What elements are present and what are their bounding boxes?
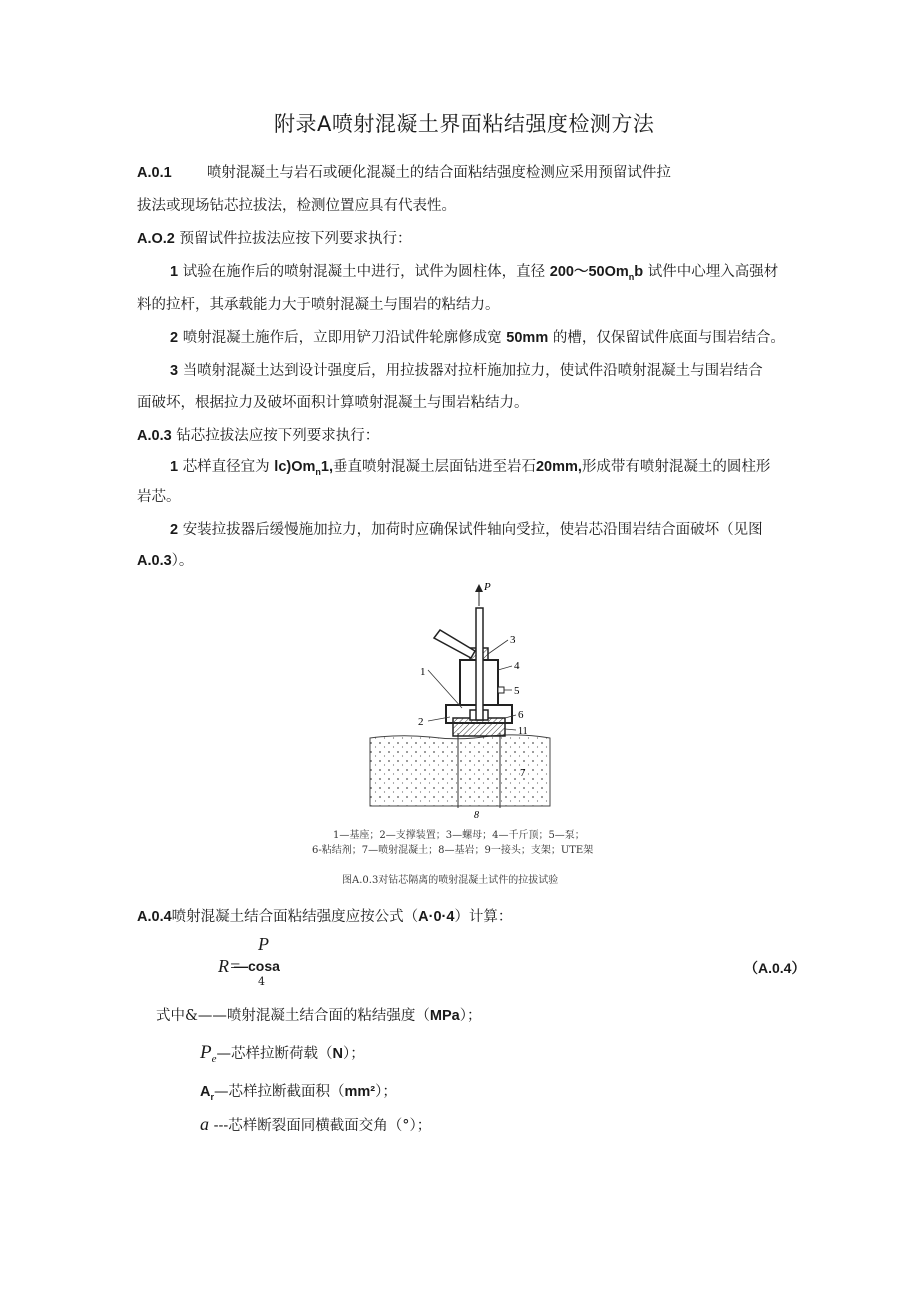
a03-item2-line1: [170, 518, 763, 539]
where-text: —芯样拉断截面积（: [214, 1084, 345, 1100]
item-value: 200〜50Om: [549, 264, 629, 280]
section-text: ）计算：: [454, 909, 513, 925]
where-text: ）；: [342, 1046, 365, 1062]
item-number: 1: [170, 264, 179, 280]
formula-denominator: 4: [258, 975, 265, 988]
item-text: ）。: [171, 553, 194, 569]
where-a: [200, 1080, 397, 1102]
symbol-sub: e: [211, 1052, 217, 1065]
item-text: 试验在施作后的喷射混凝土中进行，试件为圆柱体，直径: [182, 264, 546, 280]
where-text: ）；: [375, 1084, 397, 1100]
label-4: 4: [514, 660, 520, 672]
figure-legend-line2: 6-粘结剂；7—喷射混凝土；8—基岩；9一接头；支架；UTE架: [312, 845, 594, 856]
label-11: 11: [518, 726, 528, 737]
a03-item1-line2: 岩芯。: [137, 489, 181, 505]
section-text: 喷射混凝土与岩石或硬化混凝土的结合面粘结强度检测应采用预留试件拉: [206, 165, 671, 181]
section-text: 钻芯拉拔法应按下列要求执行：: [176, 428, 380, 444]
label-6: 6: [518, 709, 524, 721]
item-text: 喷射混凝土施作后，立即用铲刀沿试件轮廓修成宽: [182, 330, 502, 346]
label-3: 3: [510, 634, 516, 646]
section-label: A.0.3: [137, 428, 172, 444]
equation-number: （A.0.4）: [744, 960, 806, 976]
section-a03-heading: [137, 424, 379, 445]
section-a04-heading: [137, 905, 512, 926]
item-sub: n: [628, 271, 635, 282]
pull-out-test-figure: [360, 578, 560, 823]
section-label: A.0.1: [137, 165, 172, 181]
unit: mm²: [344, 1084, 376, 1100]
figure-caption: 图A.0.3对钻芯隔离的喷射混凝土试件的拉拔试验: [342, 875, 559, 886]
where-intro: [156, 1004, 481, 1025]
section-a02-heading: [137, 227, 411, 248]
where-text: 式中&——喷射混凝土结合面的粘结强度（: [156, 1008, 430, 1024]
figure-legend-line1: 1—基座；2—支撑装置；3—螺母；4—千斤顶；5—泵；: [333, 830, 585, 841]
item-text: 当喷射混凝土达到设计强度后，用拉拔器对拉杆施加拉力，使试件沿喷射混凝土与围岩结合: [182, 363, 763, 379]
symbol-sub: r: [210, 1091, 214, 1102]
a03-item1-line1: [170, 455, 770, 477]
unit: N: [332, 1046, 343, 1062]
formula-lhs: R=: [218, 956, 242, 976]
force-arrow-head: [475, 584, 483, 592]
item-text: 芯样直径宜为: [182, 459, 270, 475]
a02-item1-line2: 料的拉杆，其承载能力大于喷射混凝土与围岩的粘结力。: [137, 297, 500, 313]
a03-item2-line2: [137, 549, 193, 570]
item-number: 3: [170, 363, 179, 379]
where-text: ）；: [459, 1008, 482, 1024]
item-text: 的槽，仅保留试件底面与围岩结合。: [552, 330, 785, 346]
label-5: 5: [514, 685, 520, 697]
section-text: 预留试件拉拔法应按下列要求执行：: [179, 231, 412, 247]
a02-item1-line1: [170, 260, 778, 282]
page-title: 附录A喷射混凝土界面粘结强度检测方法: [274, 112, 655, 136]
where-p: [200, 1042, 365, 1065]
item-sub: n: [315, 466, 321, 477]
item-value: 50mm: [506, 330, 549, 346]
label-7: 7: [520, 767, 526, 779]
section-a01-line1: [137, 161, 671, 182]
label-2: 2: [418, 716, 424, 728]
a02-item3-line1: [170, 359, 763, 380]
figure-ref: A.0.3: [137, 553, 172, 569]
symbol-alpha: a: [200, 1114, 209, 1134]
label-p: P: [484, 581, 491, 593]
item-number: 2: [170, 522, 179, 538]
item-text: 垂直喷射混凝土层面钻进至岩石: [332, 459, 536, 475]
section-a01-line2: 拔法或现场钻芯拉拔法，检测位置应具有代表性。: [137, 198, 456, 214]
section-text: 喷射混凝土结合面粘结强度应按公式（: [171, 909, 419, 925]
item-number: 2: [170, 330, 179, 346]
where-text: ---芯样断裂面同横截面交角（°）；: [213, 1118, 432, 1134]
item-value: lc)Om: [274, 459, 316, 475]
section-label: A.O.2: [137, 231, 175, 247]
pump-port: [498, 687, 504, 693]
item-text: 试件中心埋入高强材: [647, 264, 779, 280]
item-value: b: [634, 264, 644, 280]
where-alpha: [200, 1114, 431, 1135]
formula-numerator: P: [258, 934, 269, 954]
item-text: 形成带有喷射混凝土的圆柱形: [581, 459, 771, 475]
pull-rod: [476, 608, 483, 720]
a02-item3-line2: 面破坏，根据拉力及破坏面积计算喷射混凝土与围岩粘结力。: [137, 395, 529, 411]
a02-item2: [170, 326, 785, 347]
item-number: 1: [170, 459, 179, 475]
symbol-p: P: [200, 1042, 212, 1063]
wrench-handle: [434, 630, 475, 658]
label-8: 8: [474, 810, 479, 821]
unit: MPa: [429, 1008, 460, 1024]
where-text: —芯样拉断荷载（: [216, 1046, 333, 1062]
formula-ref: A·0·4: [418, 909, 455, 925]
item-value: 1,: [320, 459, 333, 475]
symbol-a: A: [200, 1084, 211, 1100]
formula-rhs: —cosa: [234, 958, 280, 974]
label-1: 1: [420, 666, 426, 678]
item-value: 20mm,: [535, 459, 582, 475]
section-label: A.0.4: [137, 909, 172, 925]
item-text: 安装拉拔器后缓慢施加拉力，加荷时应确保试件轴向受拉，使岩芯沿围岩结合面破坏（见图: [182, 522, 763, 538]
